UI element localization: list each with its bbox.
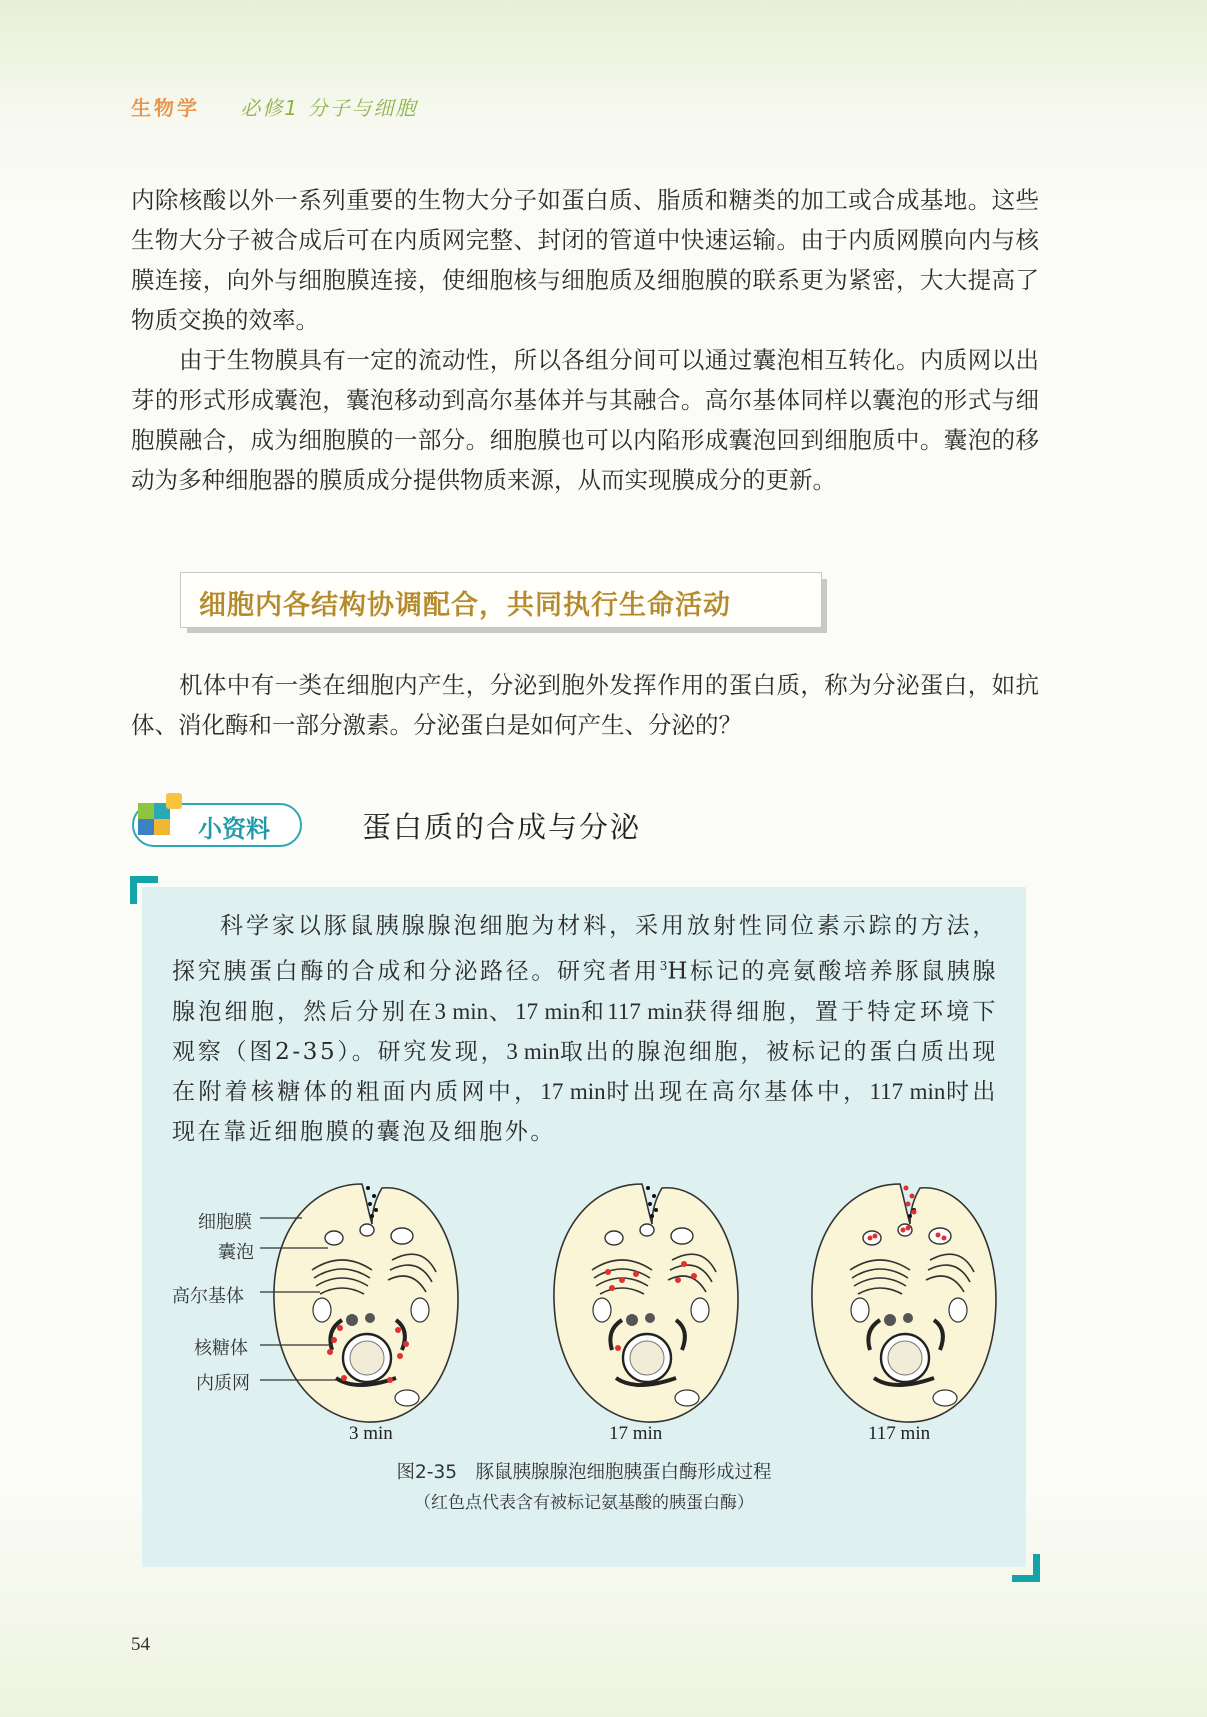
- section-title: 细胞内各结构协调配合，共同执行生命活动: [199, 590, 731, 621]
- text-run: 科学家以豚鼠胰腺腺泡细胞为材料，采用放射性同位素示踪的方法，探究胰蛋白酶的合成和分泌路径。研究者用: [172, 913, 998, 985]
- time-label-17min: 17 min: [609, 1423, 663, 1444]
- paragraph: 内除核酸以外一系列重要的生物大分子如蛋白质、脂质和糖类的加工或合成基地。这些生物大分子被合成后可在内质网完整、封闭的管道中快速运输。由于内质网膜向内与核膜连接，向外与细胞膜连接，使细胞核与细胞质及细胞膜的联系更为紧密，大大提高了物质交换的效率。: [131, 186, 1039, 334]
- paragraph: 机体中有一类在细胞内产生，分泌到胞外发挥作用的蛋白质，称为分泌蛋白，如抗体、消化酶和一部分激素。分泌蛋白是如何产生、分泌的？: [131, 671, 1039, 739]
- text-run: 获得细胞，置于特定环境下观察（图2-35）。研究发现，: [172, 998, 999, 1065]
- paragraph: 由于生物膜具有一定的流动性，所以各组分间可以通过囊泡相互转化。内质网以出芽的形式形成囊泡，囊泡移动到高尔基体并与其融合。高尔基体同样以囊泡的形式与细胞膜融合，成为细胞膜的一部分。细胞膜也可以内陷形成囊泡回到细胞质中。囊泡的移动为多种细胞器的膜质成分提供物质来源，从而实现膜成分的更新。: [131, 346, 1039, 494]
- time-value: 3 min: [506, 1038, 560, 1064]
- corner-mark: [130, 876, 137, 904]
- running-header: [131, 92, 417, 121]
- text-run: 、: [488, 998, 516, 1025]
- section-heading-box: [180, 572, 822, 628]
- paragraph: [172, 906, 998, 1152]
- cell-117min: [812, 1184, 996, 1422]
- label-vesicle: 囊泡: [218, 1242, 254, 1263]
- time-value: 117 min: [869, 1078, 946, 1104]
- text-run: 取出的腺泡细胞，被标记的蛋白质出现在附着核糖体的粗面内质网中，: [172, 1038, 999, 1105]
- text-run: 时出现在高尔基体中，: [605, 1078, 870, 1105]
- book-title: 生物学: [131, 96, 200, 120]
- label-er: 内质网: [196, 1373, 250, 1394]
- figure-caption: 图2-35 豚鼠胰腺腺泡细胞胰蛋白酶形成过程: [396, 1462, 772, 1483]
- text-run: 和: [580, 998, 608, 1025]
- time-label-3min: 3 min: [349, 1423, 393, 1444]
- label-golgi: 高尔基体: [172, 1286, 244, 1307]
- intro-text: [131, 665, 1039, 745]
- sidebar-title: 蛋白质的合成与分泌: [362, 810, 642, 844]
- cell-diagram: [142, 1170, 1026, 1430]
- cell-3min: [274, 1184, 458, 1422]
- page-number: 54: [131, 1634, 150, 1655]
- puzzle-icon: [132, 791, 192, 847]
- badge-label: 小资料: [198, 815, 270, 843]
- body-text: [131, 180, 1039, 500]
- time-value: 17 min: [540, 1078, 606, 1104]
- text-run: H标记的亮氨酸培养豚鼠胰腺腺泡细胞，然后分别在: [172, 958, 998, 1025]
- volume-title: 必修1 分子与细胞: [240, 96, 418, 120]
- time-label-117min: 117 min: [868, 1423, 931, 1444]
- figure-caption-note: （红色点代表含有被标记氨基酸的胰蛋白酶）: [414, 1493, 754, 1513]
- time-value: 3 min: [434, 998, 489, 1024]
- sidebar-badge: [130, 791, 300, 847]
- label-ribosome: 核糖体: [194, 1338, 248, 1359]
- time-value: 17 min: [515, 998, 581, 1024]
- time-value: 117 min: [607, 998, 684, 1024]
- text-run: 时出现在靠近细胞膜的囊泡及细胞外。: [172, 1078, 999, 1145]
- panel-text: [172, 906, 998, 1152]
- label-membrane: 细胞膜: [198, 1212, 252, 1233]
- superscript: 3: [659, 959, 668, 973]
- corner-mark: [1033, 1554, 1040, 1582]
- cell-17min: [554, 1184, 738, 1422]
